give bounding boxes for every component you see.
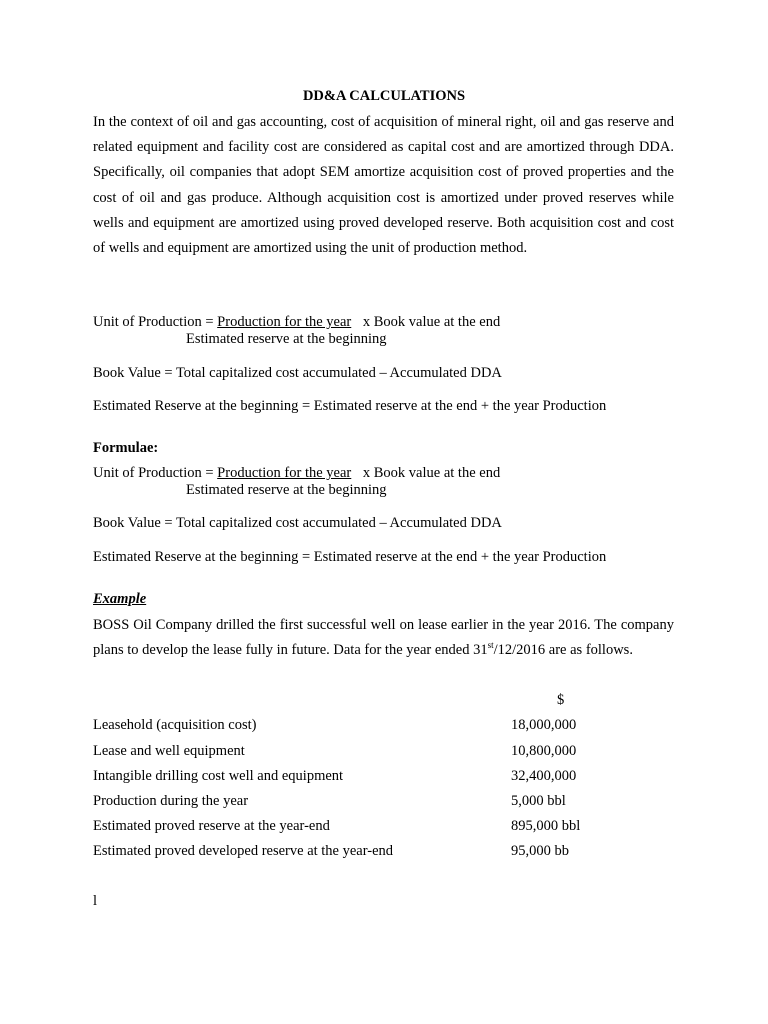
currency-header: $ xyxy=(557,692,565,708)
example-paragraph xyxy=(93,613,674,663)
book-value-formula-1: Book Value = Total capitalized cost accumulated – Accumulated DDA xyxy=(93,365,502,381)
page-footer-mark: l xyxy=(93,893,98,909)
estimated-reserve-formula-2: Estimated Reserve at the beginning = Estimated reserve at the end + the year Production xyxy=(93,549,607,565)
example-para-before: BOSS Oil Company drilled the first successful well on lease earlier in the year 2016. The company plans to develop the lease fully in future. Data for the year ended xyxy=(93,617,674,659)
uop-prefix: Unit of Production = xyxy=(93,465,218,481)
uop-formula-2 xyxy=(93,465,500,482)
example-date-rest: /12/2016 xyxy=(493,642,546,659)
uop-formula-1 xyxy=(93,314,500,331)
table-row-value: 10,800,000 xyxy=(511,743,577,759)
table-row-label: Leasehold (acquisition cost) xyxy=(93,717,257,733)
example-heading: Example xyxy=(93,591,147,607)
table-row-value: 5,000 bbl xyxy=(511,793,566,809)
uop-numerator: Production for the year xyxy=(217,465,352,481)
table-row-value: 95,000 bb xyxy=(511,843,569,859)
table-row-value: 18,000,000 xyxy=(511,717,577,733)
example-para-after: are as follows. xyxy=(545,642,633,659)
example-date-day: 31 xyxy=(473,642,488,659)
estimated-reserve-formula-1: Estimated Reserve at the beginning = Estimated reserve at the end + the year Production xyxy=(93,398,607,414)
table-row-label: Lease and well equipment xyxy=(93,743,245,759)
formulae-heading: Formulae: xyxy=(93,440,159,456)
uop-denominator-2: Estimated reserve at the beginning xyxy=(186,482,387,498)
table-row-label: Estimated proved reserve at the year-end xyxy=(93,818,330,834)
uop-suffix: x Book value at the end xyxy=(359,465,501,481)
table-row-label: Estimated proved developed reserve at the year-end xyxy=(93,843,394,859)
example-date-sup: st xyxy=(487,640,494,651)
table-row-value: 895,000 bbl xyxy=(511,818,581,834)
intro-paragraph: In the context of oil and gas accounting, cost of acquisition of mineral right, oil and gas reserve and related equipment and facility cost are considered as capital cost and are amortized through DDA. Specifically, oil companies that adopt SEM amortize acquisition cost of proved properties and the cost of oil and gas produce. Although acquisition cost is amortized under proved reserves while wells and equipment are amortized using proved developed reserve. Both acquisition cost and cost of wells and equipment are amortized using the unit of production method. xyxy=(93,114,674,257)
page-title: DD&A CALCULATIONS xyxy=(302,88,466,104)
uop-prefix: Unit of Production = xyxy=(93,314,218,330)
uop-numerator: Production for the year xyxy=(217,314,352,330)
table-row-label: Production during the year xyxy=(93,793,249,809)
uop-suffix: x Book value at the end xyxy=(359,314,501,330)
table-row-label: Intangible drilling cost well and equipment xyxy=(93,768,344,784)
uop-denominator-1: Estimated reserve at the beginning xyxy=(186,331,387,347)
book-value-formula-2: Book Value = Total capitalized cost accumulated – Accumulated DDA xyxy=(93,515,502,531)
table-row-value: 32,400,000 xyxy=(511,768,577,784)
